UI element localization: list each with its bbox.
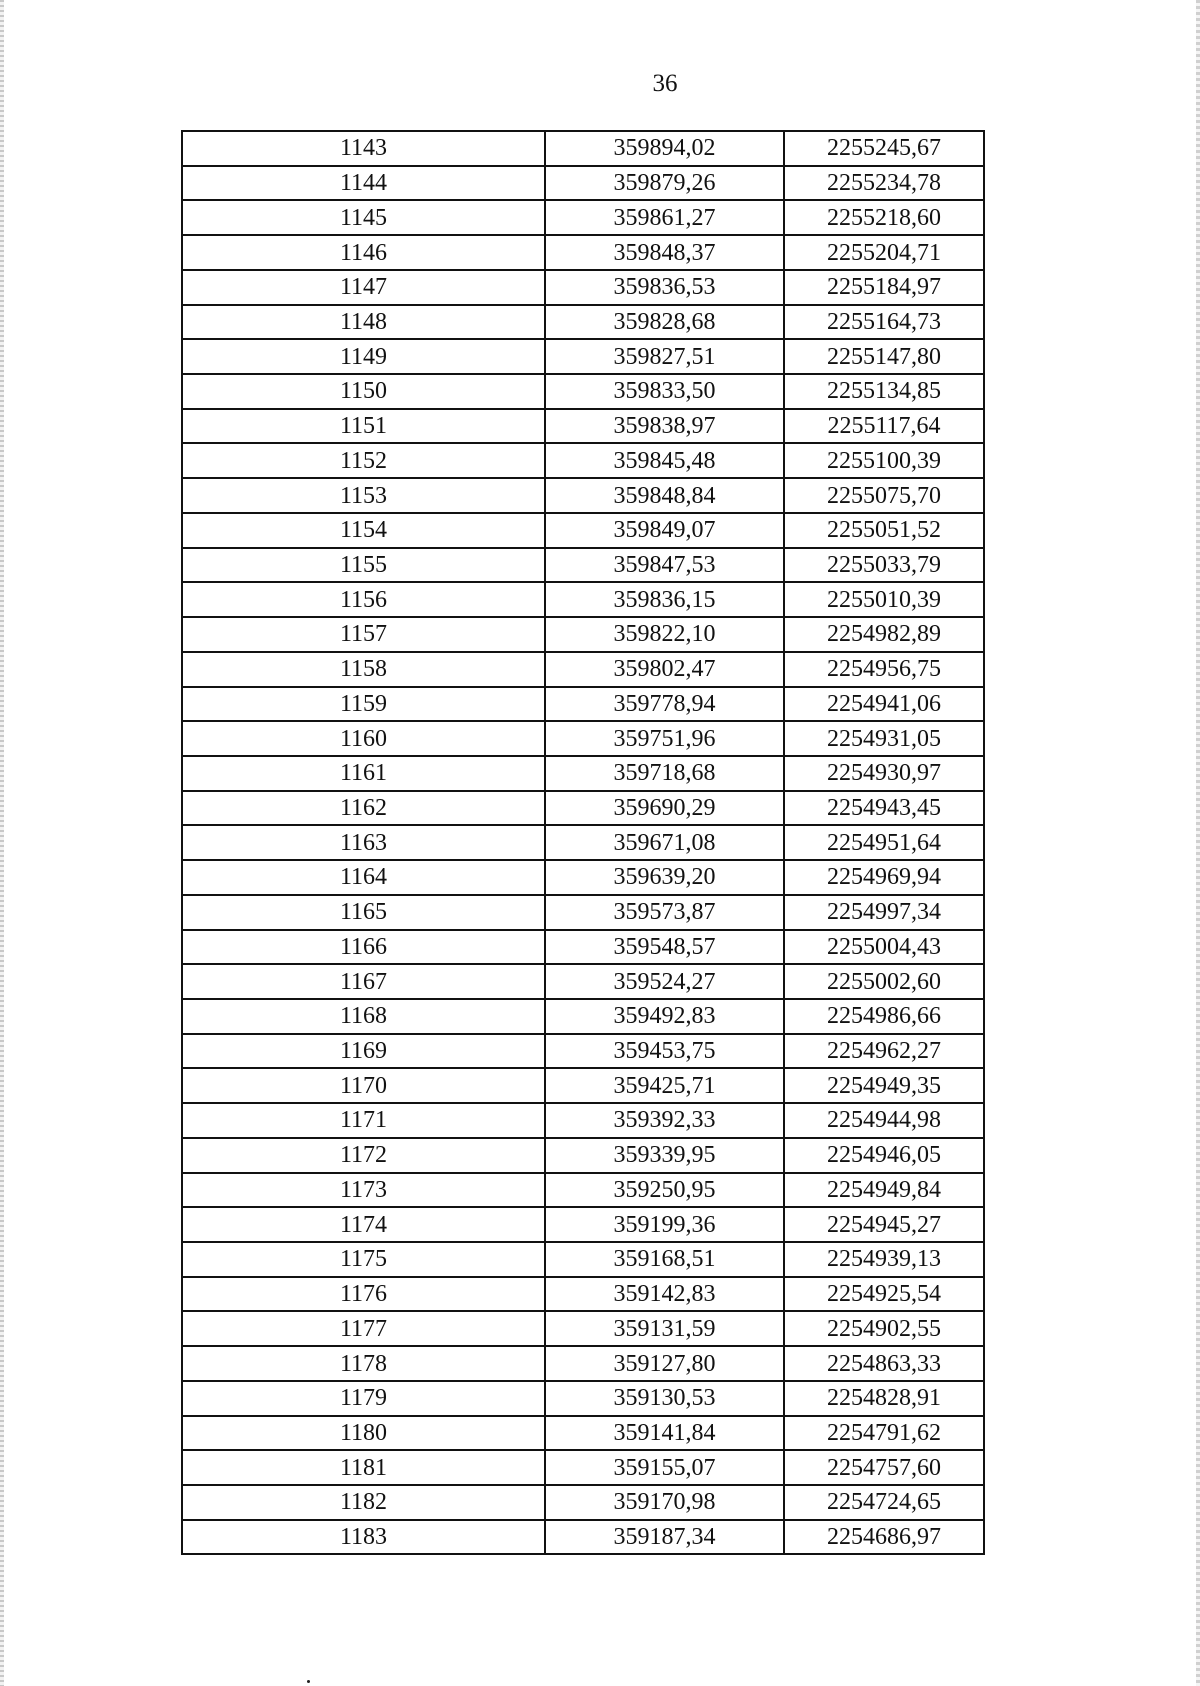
scan-edge-left	[0, 0, 4, 1686]
x-coordinate-cell: 359250,95	[545, 1173, 784, 1208]
table-row	[182, 374, 984, 409]
x-coordinate-cell: 359849,07	[545, 513, 784, 548]
y-coordinate-cell: 2255010,39	[784, 582, 984, 617]
point-number-cell: 1156	[182, 582, 545, 617]
y-coordinate-cell: 2254930,97	[784, 756, 984, 791]
y-coordinate-cell: 2254997,34	[784, 895, 984, 930]
point-number-cell: 1177	[182, 1311, 545, 1346]
y-coordinate-cell: 2255245,67	[784, 131, 984, 166]
point-number-cell: 1147	[182, 270, 545, 305]
y-coordinate-cell: 2254949,84	[784, 1173, 984, 1208]
y-coordinate-cell: 2254945,27	[784, 1207, 984, 1242]
y-coordinate-cell: 2255218,60	[784, 200, 984, 235]
point-number-cell: 1153	[182, 478, 545, 513]
y-coordinate-cell: 2254791,62	[784, 1416, 984, 1451]
point-number-cell: 1169	[182, 1034, 545, 1069]
table-row	[182, 339, 984, 374]
table-row	[182, 1034, 984, 1069]
table-row	[182, 1485, 984, 1520]
point-number-cell: 1181	[182, 1450, 545, 1485]
x-coordinate-cell: 359453,75	[545, 1034, 784, 1069]
point-number-cell: 1168	[182, 999, 545, 1034]
y-coordinate-cell: 2255002,60	[784, 964, 984, 999]
x-coordinate-cell: 359671,08	[545, 825, 784, 860]
point-number-cell: 1166	[182, 930, 545, 965]
x-coordinate-cell: 359718,68	[545, 756, 784, 791]
point-number-cell: 1151	[182, 409, 545, 444]
point-number-cell: 1161	[182, 756, 545, 791]
x-coordinate-cell: 359879,26	[545, 166, 784, 201]
y-coordinate-cell: 2255100,39	[784, 443, 984, 478]
point-number-cell: 1165	[182, 895, 545, 930]
table-row	[182, 1520, 984, 1555]
y-coordinate-cell: 2254982,89	[784, 617, 984, 652]
x-coordinate-cell: 359838,97	[545, 409, 784, 444]
table-row	[182, 1277, 984, 1312]
y-coordinate-cell: 2255184,97	[784, 270, 984, 305]
y-coordinate-cell: 2255204,71	[784, 235, 984, 270]
x-coordinate-cell: 359848,84	[545, 478, 784, 513]
point-number-cell: 1170	[182, 1068, 545, 1103]
y-coordinate-cell: 2255147,80	[784, 339, 984, 374]
table-row	[182, 1311, 984, 1346]
table-row	[182, 791, 984, 826]
y-coordinate-cell: 2254939,13	[784, 1242, 984, 1277]
table-row	[182, 1346, 984, 1381]
x-coordinate-cell: 359131,59	[545, 1311, 784, 1346]
point-number-cell: 1182	[182, 1485, 545, 1520]
x-coordinate-cell: 359802,47	[545, 652, 784, 687]
x-coordinate-cell: 359573,87	[545, 895, 784, 930]
table-row	[182, 617, 984, 652]
table-row	[182, 548, 984, 583]
table-row	[182, 687, 984, 722]
table-row	[182, 1173, 984, 1208]
point-number-cell: 1179	[182, 1381, 545, 1416]
point-number-cell: 1155	[182, 548, 545, 583]
y-coordinate-cell: 2254931,05	[784, 721, 984, 756]
x-coordinate-cell: 359827,51	[545, 339, 784, 374]
point-number-cell: 1145	[182, 200, 545, 235]
x-coordinate-cell: 359339,95	[545, 1138, 784, 1173]
table-row	[182, 1068, 984, 1103]
y-coordinate-cell: 2254724,65	[784, 1485, 984, 1520]
y-coordinate-cell: 2254949,35	[784, 1068, 984, 1103]
point-number-cell: 1144	[182, 166, 545, 201]
point-number-cell: 1148	[182, 305, 545, 340]
y-coordinate-cell: 2254946,05	[784, 1138, 984, 1173]
y-coordinate-cell: 2255075,70	[784, 478, 984, 513]
y-coordinate-cell: 2254951,64	[784, 825, 984, 860]
point-number-cell: 1171	[182, 1103, 545, 1138]
point-number-cell: 1146	[182, 235, 545, 270]
scan-edge-right	[1196, 0, 1200, 1686]
y-coordinate-cell: 2255134,85	[784, 374, 984, 409]
x-coordinate-cell: 359848,37	[545, 235, 784, 270]
y-coordinate-cell: 2254828,91	[784, 1381, 984, 1416]
point-number-cell: 1178	[182, 1346, 545, 1381]
x-coordinate-cell: 359847,53	[545, 548, 784, 583]
table-row	[182, 756, 984, 791]
x-coordinate-cell: 359199,36	[545, 1207, 784, 1242]
x-coordinate-cell: 359833,50	[545, 374, 784, 409]
x-coordinate-cell: 359170,98	[545, 1485, 784, 1520]
point-number-cell: 1159	[182, 687, 545, 722]
y-coordinate-cell: 2255051,52	[784, 513, 984, 548]
table-row	[182, 930, 984, 965]
point-number-cell: 1167	[182, 964, 545, 999]
table-row	[182, 895, 984, 930]
x-coordinate-cell: 359751,96	[545, 721, 784, 756]
table-row	[182, 166, 984, 201]
table-row	[182, 270, 984, 305]
y-coordinate-cell: 2255234,78	[784, 166, 984, 201]
y-coordinate-cell: 2254757,60	[784, 1450, 984, 1485]
y-coordinate-cell: 2254986,66	[784, 999, 984, 1034]
coordinates-table-body	[182, 131, 984, 1554]
point-number-cell: 1143	[182, 131, 545, 166]
y-coordinate-cell: 2254941,06	[784, 687, 984, 722]
table-row	[182, 1242, 984, 1277]
x-coordinate-cell: 359187,34	[545, 1520, 784, 1555]
y-coordinate-cell: 2254902,55	[784, 1311, 984, 1346]
x-coordinate-cell: 359690,29	[545, 791, 784, 826]
x-coordinate-cell: 359168,51	[545, 1242, 784, 1277]
point-number-cell: 1162	[182, 791, 545, 826]
y-coordinate-cell: 2254686,97	[784, 1520, 984, 1555]
point-number-cell: 1172	[182, 1138, 545, 1173]
point-number-cell: 1160	[182, 721, 545, 756]
point-number-cell: 1173	[182, 1173, 545, 1208]
y-coordinate-cell: 2255033,79	[784, 548, 984, 583]
table-row	[182, 409, 984, 444]
table-row	[182, 825, 984, 860]
x-coordinate-cell: 359836,15	[545, 582, 784, 617]
x-coordinate-cell: 359492,83	[545, 999, 784, 1034]
y-coordinate-cell: 2254863,33	[784, 1346, 984, 1381]
x-coordinate-cell: 359141,84	[545, 1416, 784, 1451]
point-number-cell: 1174	[182, 1207, 545, 1242]
x-coordinate-cell: 359822,10	[545, 617, 784, 652]
x-coordinate-cell: 359639,20	[545, 860, 784, 895]
y-coordinate-cell: 2255117,64	[784, 409, 984, 444]
y-coordinate-cell: 2254969,94	[784, 860, 984, 895]
table-row	[182, 235, 984, 270]
x-coordinate-cell: 359894,02	[545, 131, 784, 166]
x-coordinate-cell: 359130,53	[545, 1381, 784, 1416]
x-coordinate-cell: 359828,68	[545, 305, 784, 340]
point-number-cell: 1176	[182, 1277, 545, 1312]
x-coordinate-cell: 359155,07	[545, 1450, 784, 1485]
point-number-cell: 1152	[182, 443, 545, 478]
x-coordinate-cell: 359142,83	[545, 1277, 784, 1312]
table-row	[182, 131, 984, 166]
point-number-cell: 1164	[182, 860, 545, 895]
table-row	[182, 1416, 984, 1451]
x-coordinate-cell: 359778,94	[545, 687, 784, 722]
table-row	[182, 652, 984, 687]
table-row	[182, 1207, 984, 1242]
table-row	[182, 582, 984, 617]
point-number-cell: 1158	[182, 652, 545, 687]
page-number: 36	[652, 70, 678, 97]
table-row	[182, 964, 984, 999]
table-row	[182, 1138, 984, 1173]
x-coordinate-cell: 359392,33	[545, 1103, 784, 1138]
table-row	[182, 513, 984, 548]
point-number-cell: 1154	[182, 513, 545, 548]
x-coordinate-cell: 359836,53	[545, 270, 784, 305]
x-coordinate-cell: 359845,48	[545, 443, 784, 478]
point-number-cell: 1175	[182, 1242, 545, 1277]
table-row	[182, 443, 984, 478]
point-number-cell: 1157	[182, 617, 545, 652]
point-number-cell: 1180	[182, 1416, 545, 1451]
point-number-cell: 1150	[182, 374, 545, 409]
y-coordinate-cell: 2255004,43	[784, 930, 984, 965]
x-coordinate-cell: 359548,57	[545, 930, 784, 965]
table-row	[182, 1450, 984, 1485]
y-coordinate-cell: 2254925,54	[784, 1277, 984, 1312]
table-row	[182, 1103, 984, 1138]
y-coordinate-cell: 2254962,27	[784, 1034, 984, 1069]
table-row	[182, 721, 984, 756]
x-coordinate-cell: 359861,27	[545, 200, 784, 235]
table-row	[182, 200, 984, 235]
y-coordinate-cell: 2254956,75	[784, 652, 984, 687]
table-row	[182, 999, 984, 1034]
y-coordinate-cell: 2254943,45	[784, 791, 984, 826]
x-coordinate-cell: 359524,27	[545, 964, 784, 999]
table-row	[182, 478, 984, 513]
stray-dot-mark	[307, 1680, 310, 1683]
coordinates-table	[181, 130, 985, 1555]
table-row	[182, 305, 984, 340]
point-number-cell: 1149	[182, 339, 545, 374]
point-number-cell: 1183	[182, 1520, 545, 1555]
y-coordinate-cell: 2254944,98	[784, 1103, 984, 1138]
x-coordinate-cell: 359425,71	[545, 1068, 784, 1103]
point-number-cell: 1163	[182, 825, 545, 860]
x-coordinate-cell: 359127,80	[545, 1346, 784, 1381]
y-coordinate-cell: 2255164,73	[784, 305, 984, 340]
table-row	[182, 860, 984, 895]
table-row	[182, 1381, 984, 1416]
